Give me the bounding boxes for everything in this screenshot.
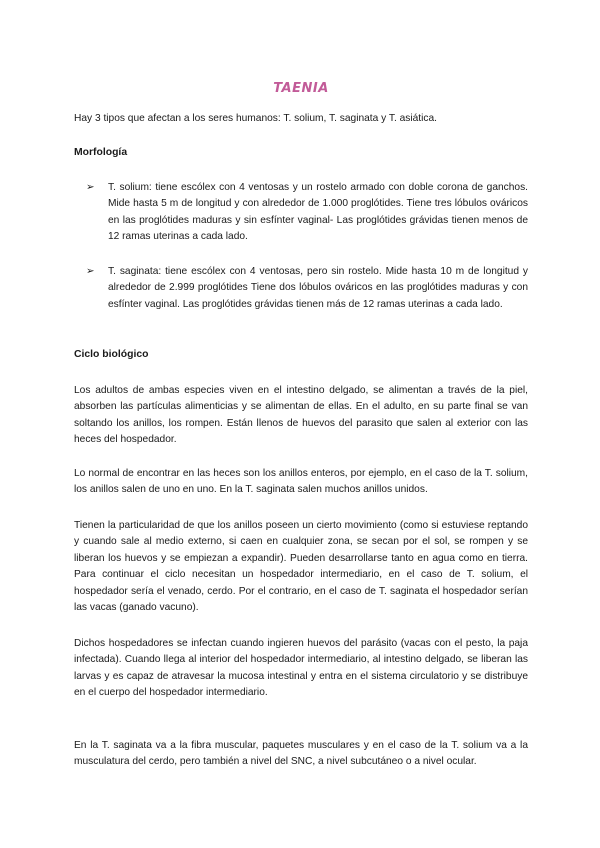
bullet-text: T. saginata: tiene escólex con 4 ventosas, pero sin rostelo. Mide hasta 10 m de longitud y alrededor de 2.999 proglótides Tiene dos lóbulos ováricos en las proglótides maduras y con esfínter vaginal. Las proglótides grávidas tienen más de 12 ramas uterinas a cada lado. — [108, 266, 528, 310]
intro-paragraph: Hay 3 tipos que afectan a los seres humanos: T. solium, T. saginata y T. asiática. — [74, 113, 437, 124]
paragraph: En la T. saginata va a la fibra muscular, paquetes musculares y en el caso de la T. solium va a la musculatura del cerdo, pero también a nivel del SNC, a nivel subcutáneo o a nivel ocular. — [74, 740, 528, 768]
arrowhead-bullet-icon: ➢ — [86, 182, 95, 193]
paragraph: Los adultos de ambas especies viven en el intestino delgado, se alimentan a través de la piel, absorben las partículas alimenticias y se alimentan de ellas. En el adulto, en su parte final se van soltando los anillos, los rompen. Están llenos de huevos del parasito que salen al exterior con las heces del hospedador. — [74, 385, 528, 446]
section-heading-morfologia: Morfología — [74, 147, 128, 158]
arrowhead-bullet-icon: ➢ — [86, 266, 95, 277]
document-title: TAENIA — [273, 80, 329, 96]
bullet-text: T. solium: tiene escólex con 4 ventosas y un rostelo armado con doble corona de ganchos. Mide hasta 5 m de longitud y con alrededor de 1.000 proglótides. Tiene tres lóbulos ováricos en las proglótides maduras y sin esfínter vaginal- Las proglótides grávidas tienen menos de 12 ramas uterinas a cada lado. — [108, 182, 528, 243]
paragraph: Tienen la particularidad de que los anillos poseen un cierto movimiento (como si estuviese reptando y cuando sale al medio externo, si caen en cualquier zona, se secan por el sol, se rompen y se liberan los huevos y se empiezan a expandir). Pueden desarrollarse tanto en agua como en tierra. Para continuar el ciclo necesitan un hospedador intermediario, en el caso de T. solium, el hospedador sería el venado, cerdo. Por el contrario, en el caso de T. saginata el hospedador serían las vacas (ganado vacuno). — [74, 520, 528, 614]
section-heading-ciclo: Ciclo biológico — [74, 349, 149, 360]
paragraph: Dichos hospedadores se infectan cuando ingieren huevos del parásito (vacas con el pesto, la paja infectada). Cuando llega al interior del hospedador intermediario, al intestino delgado, se liberan las larvas y es capaz de atravesar la mucosa intestinal y entra en el sistema circulatorio y se distribuye en el cuerpo del hospedador intermediario. — [74, 638, 528, 699]
paragraph: Lo normal de encontrar en las heces son los anillos enteros, por ejemplo, en el caso de la T. solium, los anillos salen de uno en uno. En la T. saginata salen muchos anillos unidos. — [74, 468, 528, 496]
